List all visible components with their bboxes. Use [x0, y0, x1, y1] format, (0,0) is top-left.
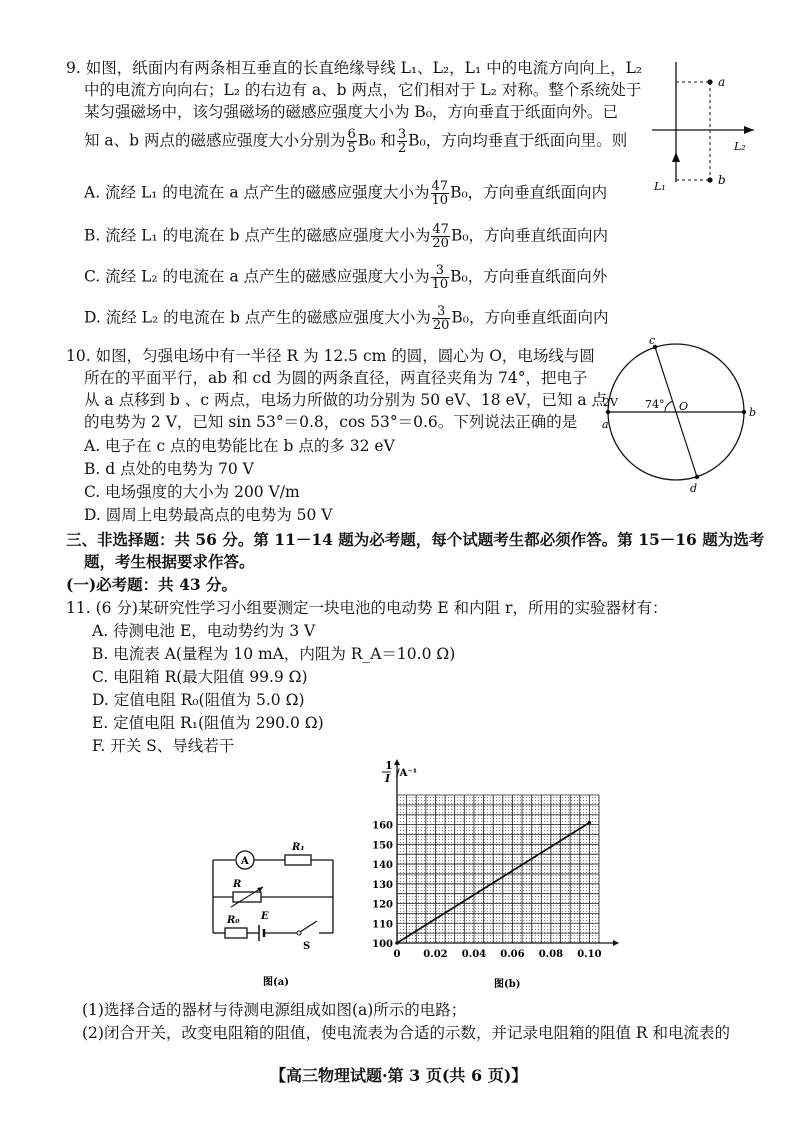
option-text: B₀，方向垂直纸面向内: [450, 183, 608, 202]
option-text: D. 流经 L₂ 的电流在 b 点产生的磁感应强度大小为: [84, 308, 431, 327]
ylabel-unit: /A⁻¹: [396, 768, 418, 779]
label-angle: 74°: [645, 398, 665, 411]
q9-wire-figure: [648, 52, 788, 202]
point-a: [606, 410, 610, 414]
x-tick-label: 0: [393, 949, 401, 960]
q11-item-a: A. 待测电池 E，电动势约为 3 V: [92, 622, 316, 640]
x-axis-arrow-icon: [613, 940, 619, 946]
q9-stem-line3: 某匀强磁场中，该匀强磁场的磁感应强度大小为 B₀，方向垂直于纸面向外。已: [84, 103, 619, 121]
q11-item-f: F. 开关 S、导线若干: [92, 737, 235, 755]
y-tick-label: 160: [372, 820, 393, 832]
fraction-den: 10: [431, 193, 449, 208]
q9-option-c[interactable]: [84, 264, 607, 291]
fraction-den: 5: [347, 141, 356, 156]
q10-stem-line1: 10. 如图，匀强电场中有一半径 R 为 12.5 cm 的圆，圆心为 O，电场线与圆: [66, 347, 595, 365]
y-axis-arrow-icon: [394, 759, 400, 765]
fraction-num: 47: [431, 179, 449, 194]
point-b: [742, 410, 746, 414]
point-b: [707, 177, 712, 182]
x-tick-label: 0.10: [577, 949, 602, 960]
q9-option-d[interactable]: [84, 305, 609, 332]
x-tick-label: 0.04: [461, 949, 487, 960]
fraction-num: 3: [431, 264, 450, 278]
q9-stem-line4: [84, 128, 627, 155]
q10-circle-figure: [602, 334, 775, 502]
x-tick-label: 0.02: [423, 949, 448, 960]
data-point: [395, 941, 399, 945]
ammeter-label: A: [241, 856, 249, 867]
label-l2: L₂: [734, 140, 746, 153]
arrow-right-icon: [744, 126, 754, 134]
resistor-r0: [225, 928, 247, 938]
x-tick-label: 0.08: [538, 949, 564, 960]
page-footer: 【高三物理试题·第 3 页(共 6 页)】: [270, 1066, 528, 1085]
q10-option-d[interactable]: D. 圆周上电势最高点的电势为 50 V: [84, 506, 333, 524]
caption-a: 图(a): [263, 977, 289, 988]
ylabel-num: 1: [385, 759, 393, 772]
fraction-den: 10: [431, 277, 449, 292]
q10-stem-line3: 从 a 点移到 b 、c 两点，电场力所做的功分别为 50 eV、18 eV，已知 a 点: [84, 391, 608, 409]
q10-option-c[interactable]: C. 电场强度的大小为 200 V/m: [84, 483, 300, 501]
label-a: a: [718, 75, 726, 89]
circuit-diagram: [205, 835, 350, 995]
label-b: b: [749, 406, 757, 419]
q9-option-b[interactable]: [84, 223, 608, 250]
label-r1: R₁: [292, 842, 305, 853]
option-text: B. 流经 L₁ 的电流在 b 点产生的磁感应强度大小为: [84, 226, 431, 245]
q11-step1: (1)选择合适的器材与待测电源组成如图(a)所示的电路；: [82, 1001, 467, 1019]
y-tick-label: 140: [372, 860, 393, 872]
q10-option-b[interactable]: B. d 点处的电势为 70 V: [84, 460, 254, 478]
plot-area: [397, 795, 599, 943]
q10-stem-line2: 所在的平面平行，ab 和 cd 为圆的两条直径，两直径夹角为 74°，把电子: [84, 369, 588, 387]
fraction-num: 6: [347, 127, 356, 142]
q11-item-b: B. 电流表 A(量程为 10 mA，内阻为 R_A＝10.0 Ω): [92, 645, 456, 663]
y-axis-label: [382, 759, 417, 785]
y-tick-label: 130: [372, 879, 393, 891]
label-o: O: [679, 400, 689, 413]
label-d: d: [690, 482, 698, 495]
fraction: [432, 305, 451, 332]
fraction: [431, 264, 450, 291]
label-r: R: [233, 879, 242, 890]
label-s: S: [303, 941, 311, 952]
fraction: [397, 128, 407, 155]
q11-item-d: D. 定值电阻 R₀(阻值为 5.0 Ω): [92, 691, 305, 709]
fraction: [431, 223, 450, 250]
q11-item-c: C. 电阻箱 R(最大阻值 99.9 Ω): [92, 668, 308, 686]
fraction-num: 3: [432, 305, 451, 319]
arrow-up-icon: [672, 152, 680, 162]
option-text: A. 流经 L₁ 的电流在 a 点产生的磁感应强度大小为: [84, 183, 430, 202]
label-e: E: [261, 911, 269, 922]
point-d: [695, 475, 699, 479]
data-point: [588, 821, 592, 825]
q9-stem-line4-c: B₀，方向均垂直于纸面向里。则: [408, 131, 628, 150]
fraction: [431, 180, 450, 207]
option-text: B₀，方向垂直纸面向内: [451, 308, 609, 327]
section3-heading-line2: 题，考生根据要求作答。: [84, 552, 255, 571]
q10-option-a[interactable]: A. 电子在 c 点的电势能比在 b 点的多 32 eV: [84, 437, 395, 455]
section3-heading-line1: 三、非选择题：共 56 分。第 11－14 题为必考题，每个试题考生都必须作答。第 15－16 题为选考: [66, 530, 765, 549]
caption-b: 图(b): [494, 979, 521, 990]
chart-b: [360, 757, 620, 993]
x-tick-label: 0.06: [500, 949, 525, 960]
label-va: 2V: [603, 396, 618, 409]
q9-stem-line2: 中的电流方向向右；L₂ 的右边有 a、b 两点，它们相对于 L₂ 对称。整个系统处于: [84, 81, 642, 99]
ylabel-den: I: [385, 772, 391, 785]
arrow-icon: [257, 887, 263, 892]
angle-arc: [665, 402, 672, 413]
q11-item-e: E. 定值电阻 R₁(阻值为 290.0 Ω): [92, 714, 324, 732]
option-text: B₀，方向垂直纸面向外: [450, 267, 608, 286]
q9-option-a[interactable]: [84, 180, 607, 207]
option-text: B₀，方向垂直纸面向内: [450, 226, 609, 245]
q9-stem-line4-a: 知 a、b 两点的磁感应强度大小分别为: [84, 131, 346, 150]
label-c: c: [649, 334, 656, 347]
fraction-num: 3: [397, 127, 407, 142]
resistor-r1: [285, 855, 311, 865]
label-a: a: [602, 418, 609, 431]
q10-stem-line4: 的电势为 2 V，已知 sin 53°＝0.8，cos 53°＝0.6。下列说法正确的是: [84, 413, 578, 431]
option-text: C. 流经 L₂ 的电流在 a 点产生的磁感应强度大小为: [84, 267, 430, 286]
fraction-den: 20: [432, 236, 449, 251]
q11-step2: (2)闭合开关，改变电阻箱的阻值，使电流表为合适的示数，并记录电阻箱的阻值 R 和电流表的: [82, 1024, 730, 1042]
point-a: [707, 79, 712, 84]
y-tick-label: 100: [372, 939, 393, 950]
label-b: b: [718, 173, 726, 187]
q9-stem-line4-b: B₀ 和: [357, 131, 396, 150]
y-tick-label: 110: [372, 919, 393, 931]
label-r0: R₀: [227, 915, 240, 926]
fraction-den: 2: [397, 141, 407, 156]
y-tick-label: 120: [372, 899, 393, 911]
switch-icon: [300, 921, 317, 932]
label-l1: L₁: [654, 180, 666, 193]
fraction: [347, 128, 357, 155]
q9-stem-line1: 9. 如图，纸面内有两条相互垂直的长直绝缘导线 L₁、L₂，L₁ 中的电流方向向上，L₂: [66, 59, 643, 77]
fraction-num: 47: [432, 222, 449, 237]
q11-stem: 11. (6 分)某研究性学习小组要测定一块电池的电动势 E 和内阻 r，所用的实验器材有：: [66, 599, 668, 617]
fraction-den: 20: [432, 318, 450, 333]
section3-subheading: (一)必考题：共 43 分。: [66, 575, 238, 594]
y-tick-label: 150: [372, 840, 393, 852]
